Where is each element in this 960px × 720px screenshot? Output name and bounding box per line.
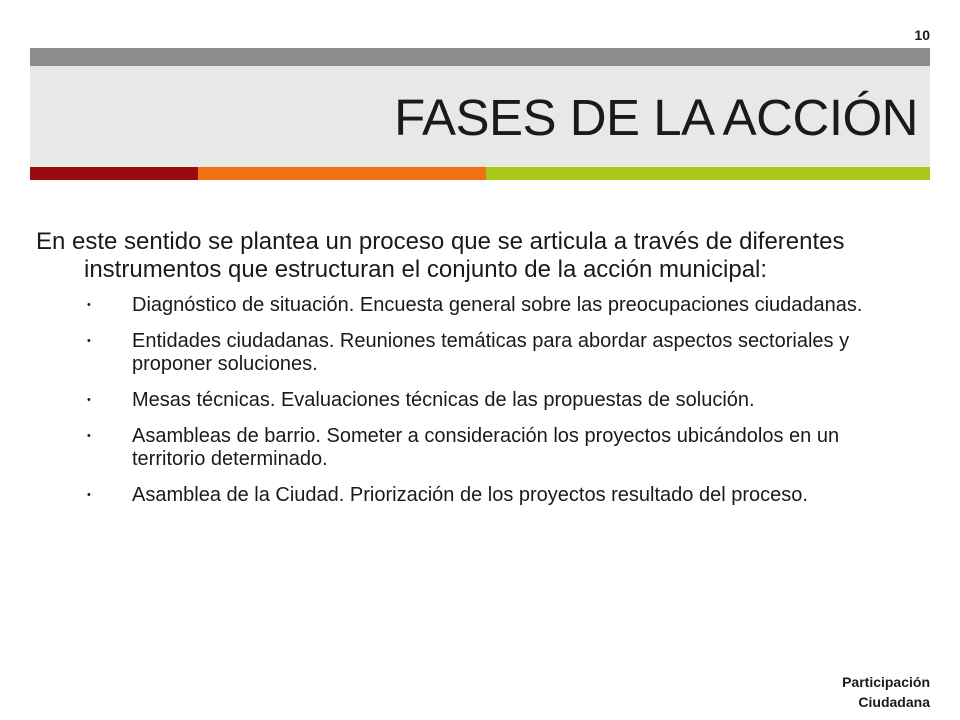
- stripe-green: [486, 167, 930, 180]
- bullet-text: Diagnóstico de situación. Encuesta general sobre las preocupaciones ciudadanas.: [132, 294, 863, 316]
- bullet-item-entidades: [36, 330, 916, 376]
- color-stripe: [30, 167, 930, 180]
- header-bar: [30, 48, 930, 66]
- stripe-orange: [198, 167, 486, 180]
- bullet-icon: •: [87, 394, 91, 406]
- bullet-item-mesas: [36, 389, 916, 412]
- bullet-text: Asambleas de barrio. Someter a consideración los proyectos ubicándolos en un territorio determinado.: [132, 425, 840, 470]
- bullet-icon: •: [87, 335, 91, 347]
- slide-content: [36, 228, 916, 520]
- bullet-item-asambleas-barrio: [36, 425, 916, 471]
- slide-title: FASES DE LA ACCIÓN: [394, 89, 918, 146]
- stripe-red: [30, 167, 198, 180]
- bullet-icon: •: [87, 299, 91, 311]
- bullet-text: Mesas técnicas. Evaluaciones técnicas de las propuestas de solución.: [132, 389, 755, 411]
- bullet-icon: •: [87, 430, 91, 442]
- footer-line-1: Participación: [842, 674, 930, 690]
- footer-label: [842, 672, 930, 712]
- title-band: [30, 66, 930, 167]
- bullet-text: Entidades ciudadanas. Reuniones temáticas para abordar aspectos sectoriales y proponer soluciones.: [132, 330, 850, 375]
- bullet-item-asamblea-ciudad: [36, 484, 916, 507]
- bullet-text: Asamblea de la Ciudad. Priorización de los proyectos resultado del proceso.: [132, 484, 808, 506]
- bullet-item-diagnostico: [36, 294, 916, 317]
- footer-line-2: Ciudadana: [858, 694, 930, 710]
- page-number: 10: [914, 27, 930, 43]
- intro-paragraph: En este sentido se plantea un proceso que se articula a través de diferentes instrumentos que estructuran el conjunto de la acción municipal:: [36, 228, 845, 283]
- bullet-icon: •: [87, 489, 91, 501]
- bullet-list: [36, 294, 916, 507]
